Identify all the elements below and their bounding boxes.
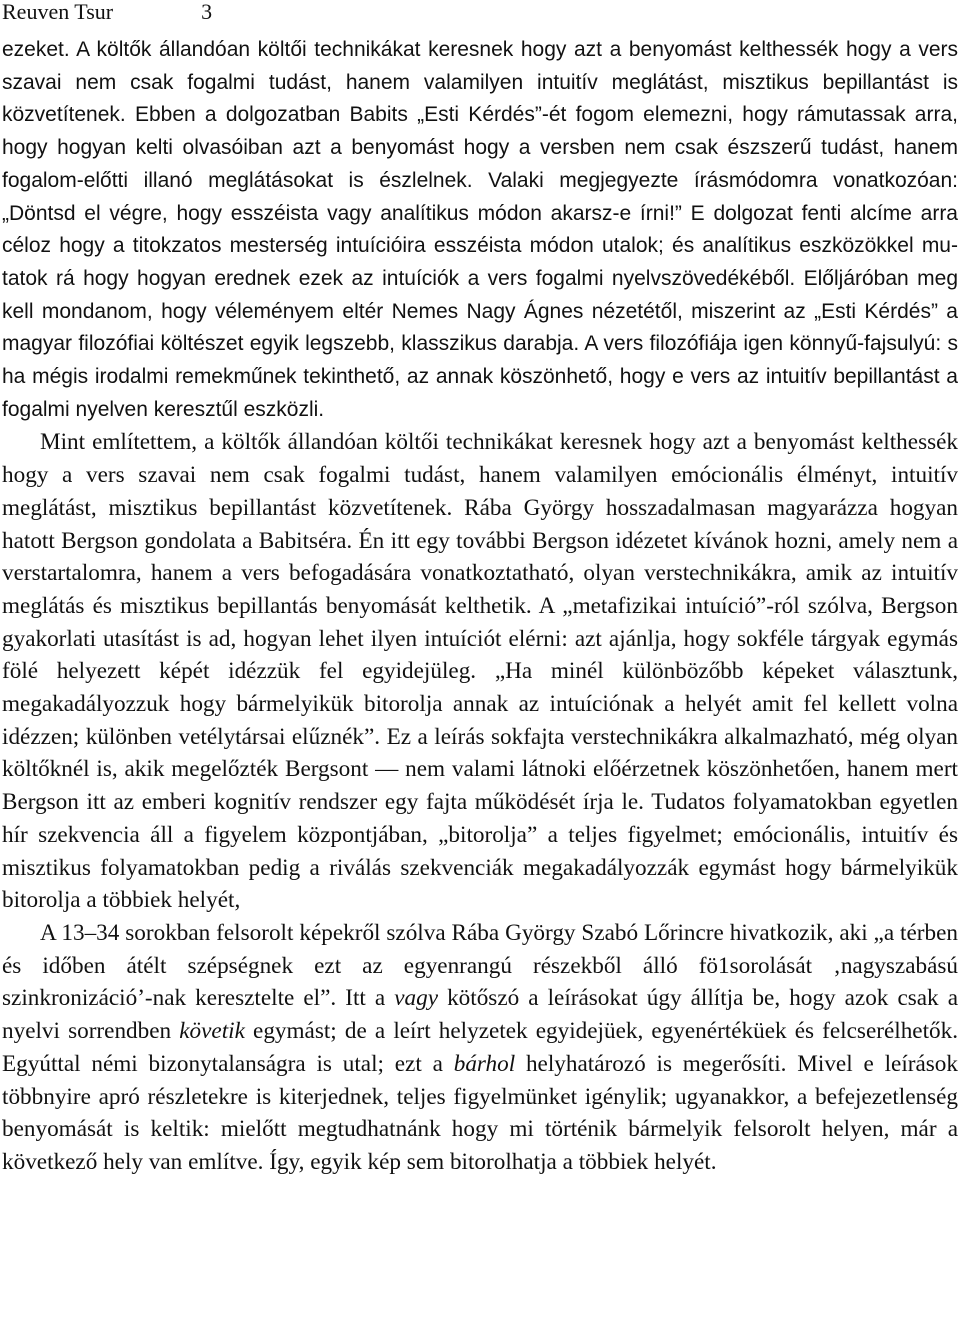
text-segment: Mint említettem, a költők állandóan költői technikákat keresnek hogy azt a benyomást kelthessék hogy a vers szavai nem csak fogalmi tudást, hanem valamilyen emócionális élményt, intuitív meglátást, misztikus bepillantást közvetítenek. Rába György hosszadalmasan magyarázza hogyan hatott Bergson gondolata a Babitséra. Én itt egy további Bergson idézetet kívánok hozni, amely nem a verstartalomra, hanem a vers befogadására vonatkoztatható, olyan verstechnikákra, amik az intuitív meglátás és misztikus bepillantás benyomását kelthetik. A „metafizikai intuíció”-ról szólva, Bergson gyakorlati utasítást is ad, hogyan lehet ilyen intuíciót elérni: azt ajánlja, hogy sokféle tárgyak egymás fölé helyezett képét idézzük fel egyidejüleg. „Ha minél különbözőbb képeket választunk, megakadályozzuk hogy bármelyikük bitorolja annak az intuíciónak a helyét amit fel kellett volna idézzen; különben vetélytársai elűznék”. Ez a leírás sokfajta verstechnikákra alkalmazható, még olyan költőknél is, akik megelőzték Bergsont — nem valami látnoki előérzetnek köszönhetően, hanem mert Bergson itt az emberi kognitív rendszer egy fajta működését írja le. Tudatos folyamatokban egyetlen hír szekvencia áll a figyelem központjában, „bitorolja” a teljes figyelmet; emócionális, intuitív és misztikus folyamatokban pedig a riválás szekvenciák megakadályozzák egymást hogy bármelyikük bitorolja a többiek helyét, bbox=[2, 429, 958, 914]
italic-word-kovetik: követik bbox=[179, 1018, 245, 1045]
running-header bbox=[2, 0, 212, 27]
header-author: Reuven Tsur bbox=[2, 0, 114, 24]
italic-word-vagy: vagy bbox=[394, 985, 439, 1012]
text-segment: helyhatározó is megerősíti. Mivel e leírások többnyire apró részletekre is kiterjednek, teljes figyelmünket igénylik; ugyanakkor, a befejezetlenség benyomását is keltik: mielőtt megtudhatnánk hogy mi történik bármelyik felsorolt helyen, már a következő hely van említve. Így, egyik kép sem bitorolhatja a többiek helyét. bbox=[2, 1050, 958, 1175]
paragraph-intro bbox=[2, 34, 958, 426]
paragraph-bergson bbox=[2, 426, 958, 917]
text-segment: A 13–34 sorokban felsorolt képekről szólva Rába György Szabó Lőrincre hivatkozik, aki „a térben és időben átélt szépségnek ezt az egyenrangú részekből álló fö1sorolását ‚nagyszabású szinkronizáció’-nak keresztelte el”. Itt a bbox=[2, 919, 958, 1012]
page-number: 3 bbox=[201, 0, 213, 24]
text-segment: egymást; de a leírt helyzetek egyidejüek, egyenértéküek és felcserélhetők. Egyúttal némi bizonytalanságra is utal; ezt a bbox=[2, 1018, 959, 1077]
body-text bbox=[2, 34, 958, 1179]
paragraph-raba bbox=[2, 917, 958, 1179]
text-segment: ezeket. A költők állandóan költői technikákat keresnek hogy azt a benyomást kelthessék hogy a vers szavai nem csak fogalmi tudást, hanem valamilyen intuitív meglátást, misztikus bepillantást is közvetítenek. Ebben a dolgozatban Babits „Esti Kérdés”-ét fogom elemezni, hogy rámutassak arra, hogy hogyan kelti olvasóiban azt a benyomást hogy a versben nem csak észszerű tudást, hanem fogalom-előtti illanó meglátásokat is észlelnek. Valaki megjegyezte írásmódomra vonatkozóan: „Döntsd el végre, hogy esszéista vagy analítikus módon akarsz-e írni!” E dolgozat fenti alcíme arra céloz hogy a titokzatos mesterség intuícióira esszéista módon utalok; és analítikus eszközökkel mutatok rá hogy hogyan erednek ezek az intuíciók a vers fogalmi nyelvszövedékéből. Előljáróban meg kell mondanom, hogy véleményem eltér Nemes Nagy Ágnes nézetétől, miszerint az „Esti Kérdés” a magyar filozófiai költészet egyik legszebb, klasszikus darabja. A vers filozófiája igen könnyű-fajsulyú: s ha mégis irodalmi remekműnek tekinthető, az annak köszönhető, hogy e vers az intuitív bepillantást a fogalmi nyelven keresztűl eszközli. bbox=[2, 38, 958, 421]
italic-word-barhol: bárhol bbox=[453, 1050, 516, 1077]
text-segment: kötőszó a leírásokat úgy állítja be, hogy azok csak a nyelvi sorrendben bbox=[2, 985, 958, 1045]
